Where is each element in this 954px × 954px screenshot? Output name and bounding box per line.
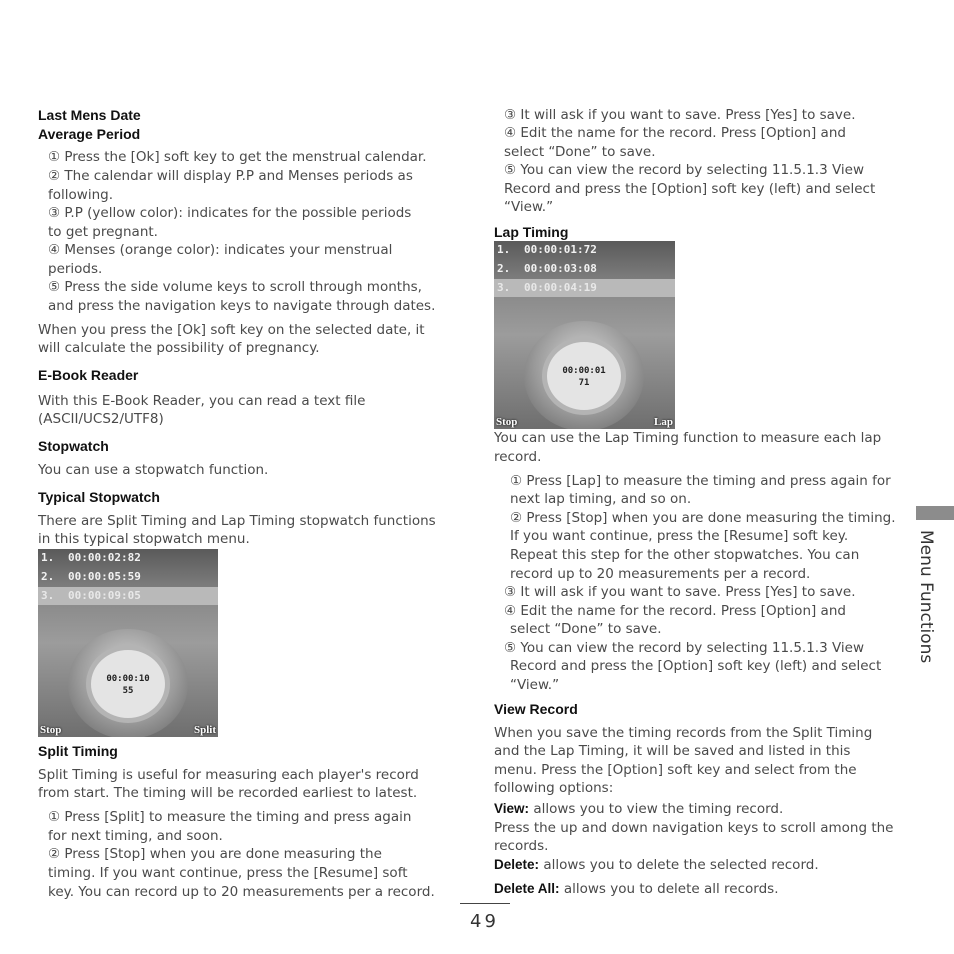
split-item-2-cont: timing. If you want continue, press the [Resume] soft bbox=[48, 865, 408, 881]
ebook-reader-heading: E-Book Reader bbox=[38, 367, 139, 383]
view-option-label: View: bbox=[494, 801, 530, 816]
split-timing-screenshot bbox=[38, 549, 218, 737]
split-item-2: ② Press [Stop] when you are done measuring the bbox=[48, 846, 382, 862]
avg-item-3: ③ P.P (yellow color): indicates for the possible periods bbox=[48, 205, 412, 221]
view-para-line-2: and the Lap Timing, it will be saved and listed in this bbox=[494, 743, 851, 759]
top-item-4: ④ Edit the name for the record. Press [Option] and bbox=[504, 125, 846, 141]
top-item-5-cont2: “View.” bbox=[504, 199, 554, 215]
avg-item-1: ① Press the [Ok] soft key to get the menstrual calendar. bbox=[48, 149, 427, 165]
typical-stopwatch-heading: Typical Stopwatch bbox=[38, 489, 160, 505]
avg-item-3-cont: to get pregnant. bbox=[48, 224, 158, 240]
ebook-para-line-2: (ASCII/UCS2/UTF8) bbox=[38, 411, 164, 427]
dial-time: 00:00:01 bbox=[562, 366, 606, 376]
split-item-1-cont: for next timing, and soon. bbox=[48, 828, 223, 844]
stopwatch-dial bbox=[524, 321, 644, 429]
side-section-label-text: Menu Functions bbox=[916, 530, 936, 664]
ebook-para-line-1: With this E-Book Reader, you can read a text file bbox=[38, 393, 366, 409]
stop-softkey: Stop bbox=[496, 416, 518, 428]
delete-all-option-label: Delete All: bbox=[494, 881, 560, 896]
avg-para-line-2: will calculate the possibility of pregnancy. bbox=[38, 340, 320, 356]
view-para-line-1: When you save the timing records from the Split Timing bbox=[494, 725, 873, 741]
lap-para-line-1: You can use the Lap Timing function to measure each lap bbox=[494, 430, 882, 446]
delete-all-option-text: allows you to delete all records. bbox=[563, 881, 779, 897]
lap-item-5-cont2: “View.” bbox=[510, 677, 560, 693]
lap-item-2-cont: If you want continue, press the [Resume] soft key. bbox=[510, 528, 849, 544]
stopwatch-dial bbox=[68, 629, 188, 737]
dial-time: 00:00:10 bbox=[106, 674, 150, 684]
avg-item-4-cont: periods. bbox=[48, 261, 103, 277]
view-record-heading: View Record bbox=[494, 701, 578, 717]
delete-option-label: Delete: bbox=[494, 857, 540, 872]
side-section-label bbox=[912, 530, 936, 680]
top-item-4-cont: select “Done” to save. bbox=[504, 144, 656, 160]
page-number: 49 bbox=[470, 911, 499, 932]
dial-hundredths: 55 bbox=[122, 686, 134, 696]
last-mens-date-heading: Last Mens Date bbox=[38, 107, 141, 123]
top-item-5: ⑤ You can view the record by selecting 11.5.1.3 View bbox=[504, 162, 865, 178]
lap-timing-screenshot bbox=[494, 241, 675, 429]
lap-item-5: ⑤ You can view the record by selecting 11.5.1.3 View bbox=[504, 640, 865, 656]
avg-item-5-cont: and press the navigation keys to navigate through dates. bbox=[48, 298, 436, 314]
stop-softkey: Stop bbox=[40, 724, 62, 736]
lap-item-5-cont: Record and press the [Option] soft key (left) and select bbox=[510, 658, 882, 674]
avg-item-5: ⑤ Press the side volume keys to scroll through months, bbox=[48, 279, 422, 295]
split-item-1: ① Press [Split] to measure the timing and press again bbox=[48, 809, 412, 825]
stopwatch-heading: Stopwatch bbox=[38, 438, 109, 454]
top-item-3: ③ It will ask if you want to save. Press [Yes] to save. bbox=[504, 107, 856, 123]
avg-item-4: ④ Menses (orange color): indicates your menstrual bbox=[48, 242, 393, 258]
stopwatch-dial-face bbox=[542, 337, 626, 415]
lap-record-row: 1. 00:00:01:72 bbox=[497, 243, 597, 256]
lap-timing-heading: Lap Timing bbox=[494, 224, 569, 240]
split-record-row-selected: 3. 00:00:09:05 bbox=[38, 587, 218, 605]
typical-para-line-2: in this typical stopwatch menu. bbox=[38, 531, 250, 547]
page-number-rule bbox=[460, 903, 510, 904]
typical-para-line-1: There are Split Timing and Lap Timing stopwatch functions bbox=[38, 513, 436, 529]
avg-item-2: ② The calendar will display P.P and Menses periods as bbox=[48, 168, 413, 184]
dial-hundredths: 71 bbox=[578, 378, 590, 388]
top-item-5-cont: Record and press the [Option] soft key (left) and select bbox=[504, 181, 876, 197]
lap-para-line-2: record. bbox=[494, 449, 542, 465]
delete-all-option bbox=[494, 880, 779, 899]
stopwatch-para: You can use a stopwatch function. bbox=[38, 462, 269, 478]
split-timing-heading: Split Timing bbox=[38, 743, 118, 759]
side-tab-marker bbox=[916, 506, 954, 520]
view-option bbox=[494, 800, 783, 819]
split-record-row: 1. 00:00:02:82 bbox=[41, 551, 141, 564]
lap-record-row-selected: 3. 00:00:04:19 bbox=[494, 279, 675, 297]
avg-item-2-cont: following. bbox=[48, 187, 113, 203]
avg-para-line-1: When you press the [Ok] soft key on the selected date, it bbox=[38, 322, 425, 338]
split-softkey: Split bbox=[193, 724, 216, 736]
view-extra-line-2: records. bbox=[494, 838, 549, 854]
split-record-row: 2. 00:00:05:59 bbox=[41, 570, 141, 583]
lap-item-4: ④ Edit the name for the record. Press [Option] and bbox=[504, 603, 846, 619]
lap-item-3: ③ It will ask if you want to save. Press [Yes] to save. bbox=[504, 584, 856, 600]
view-extra-line-1: Press the up and down navigation keys to scroll among the bbox=[494, 820, 894, 836]
delete-option bbox=[494, 856, 819, 875]
lap-softkey: Lap bbox=[654, 416, 673, 428]
split-para-line-1: Split Timing is useful for measuring each player's record bbox=[38, 767, 419, 783]
lap-item-1-cont: next lap timing, and so on. bbox=[510, 491, 692, 507]
lap-item-2-cont3: record up to 20 measurements per a record. bbox=[510, 566, 811, 582]
stopwatch-dial-face bbox=[86, 645, 170, 723]
split-item-2-cont2: key. You can record up to 20 measurements per a record. bbox=[48, 884, 435, 900]
view-para-line-4: following options: bbox=[494, 780, 614, 796]
lap-record-row: 2. 00:00:03:08 bbox=[497, 262, 597, 275]
split-para-line-2: from start. The timing will be recorded earliest to latest. bbox=[38, 785, 418, 801]
view-option-text: allows you to view the timing record. bbox=[533, 801, 784, 817]
lap-item-2-cont2: Repeat this step for the other stopwatches. You can bbox=[510, 547, 860, 563]
lap-item-2: ② Press [Stop] when you are done measuring the timing. bbox=[510, 510, 896, 526]
average-period-heading: Average Period bbox=[38, 126, 141, 142]
view-para-line-3: menu. Press the [Option] soft key and select from the bbox=[494, 762, 857, 778]
lap-item-4-cont: select “Done” to save. bbox=[510, 621, 662, 637]
delete-option-text: allows you to delete the selected record. bbox=[543, 857, 819, 873]
lap-item-1: ① Press [Lap] to measure the timing and press again for bbox=[510, 473, 891, 489]
